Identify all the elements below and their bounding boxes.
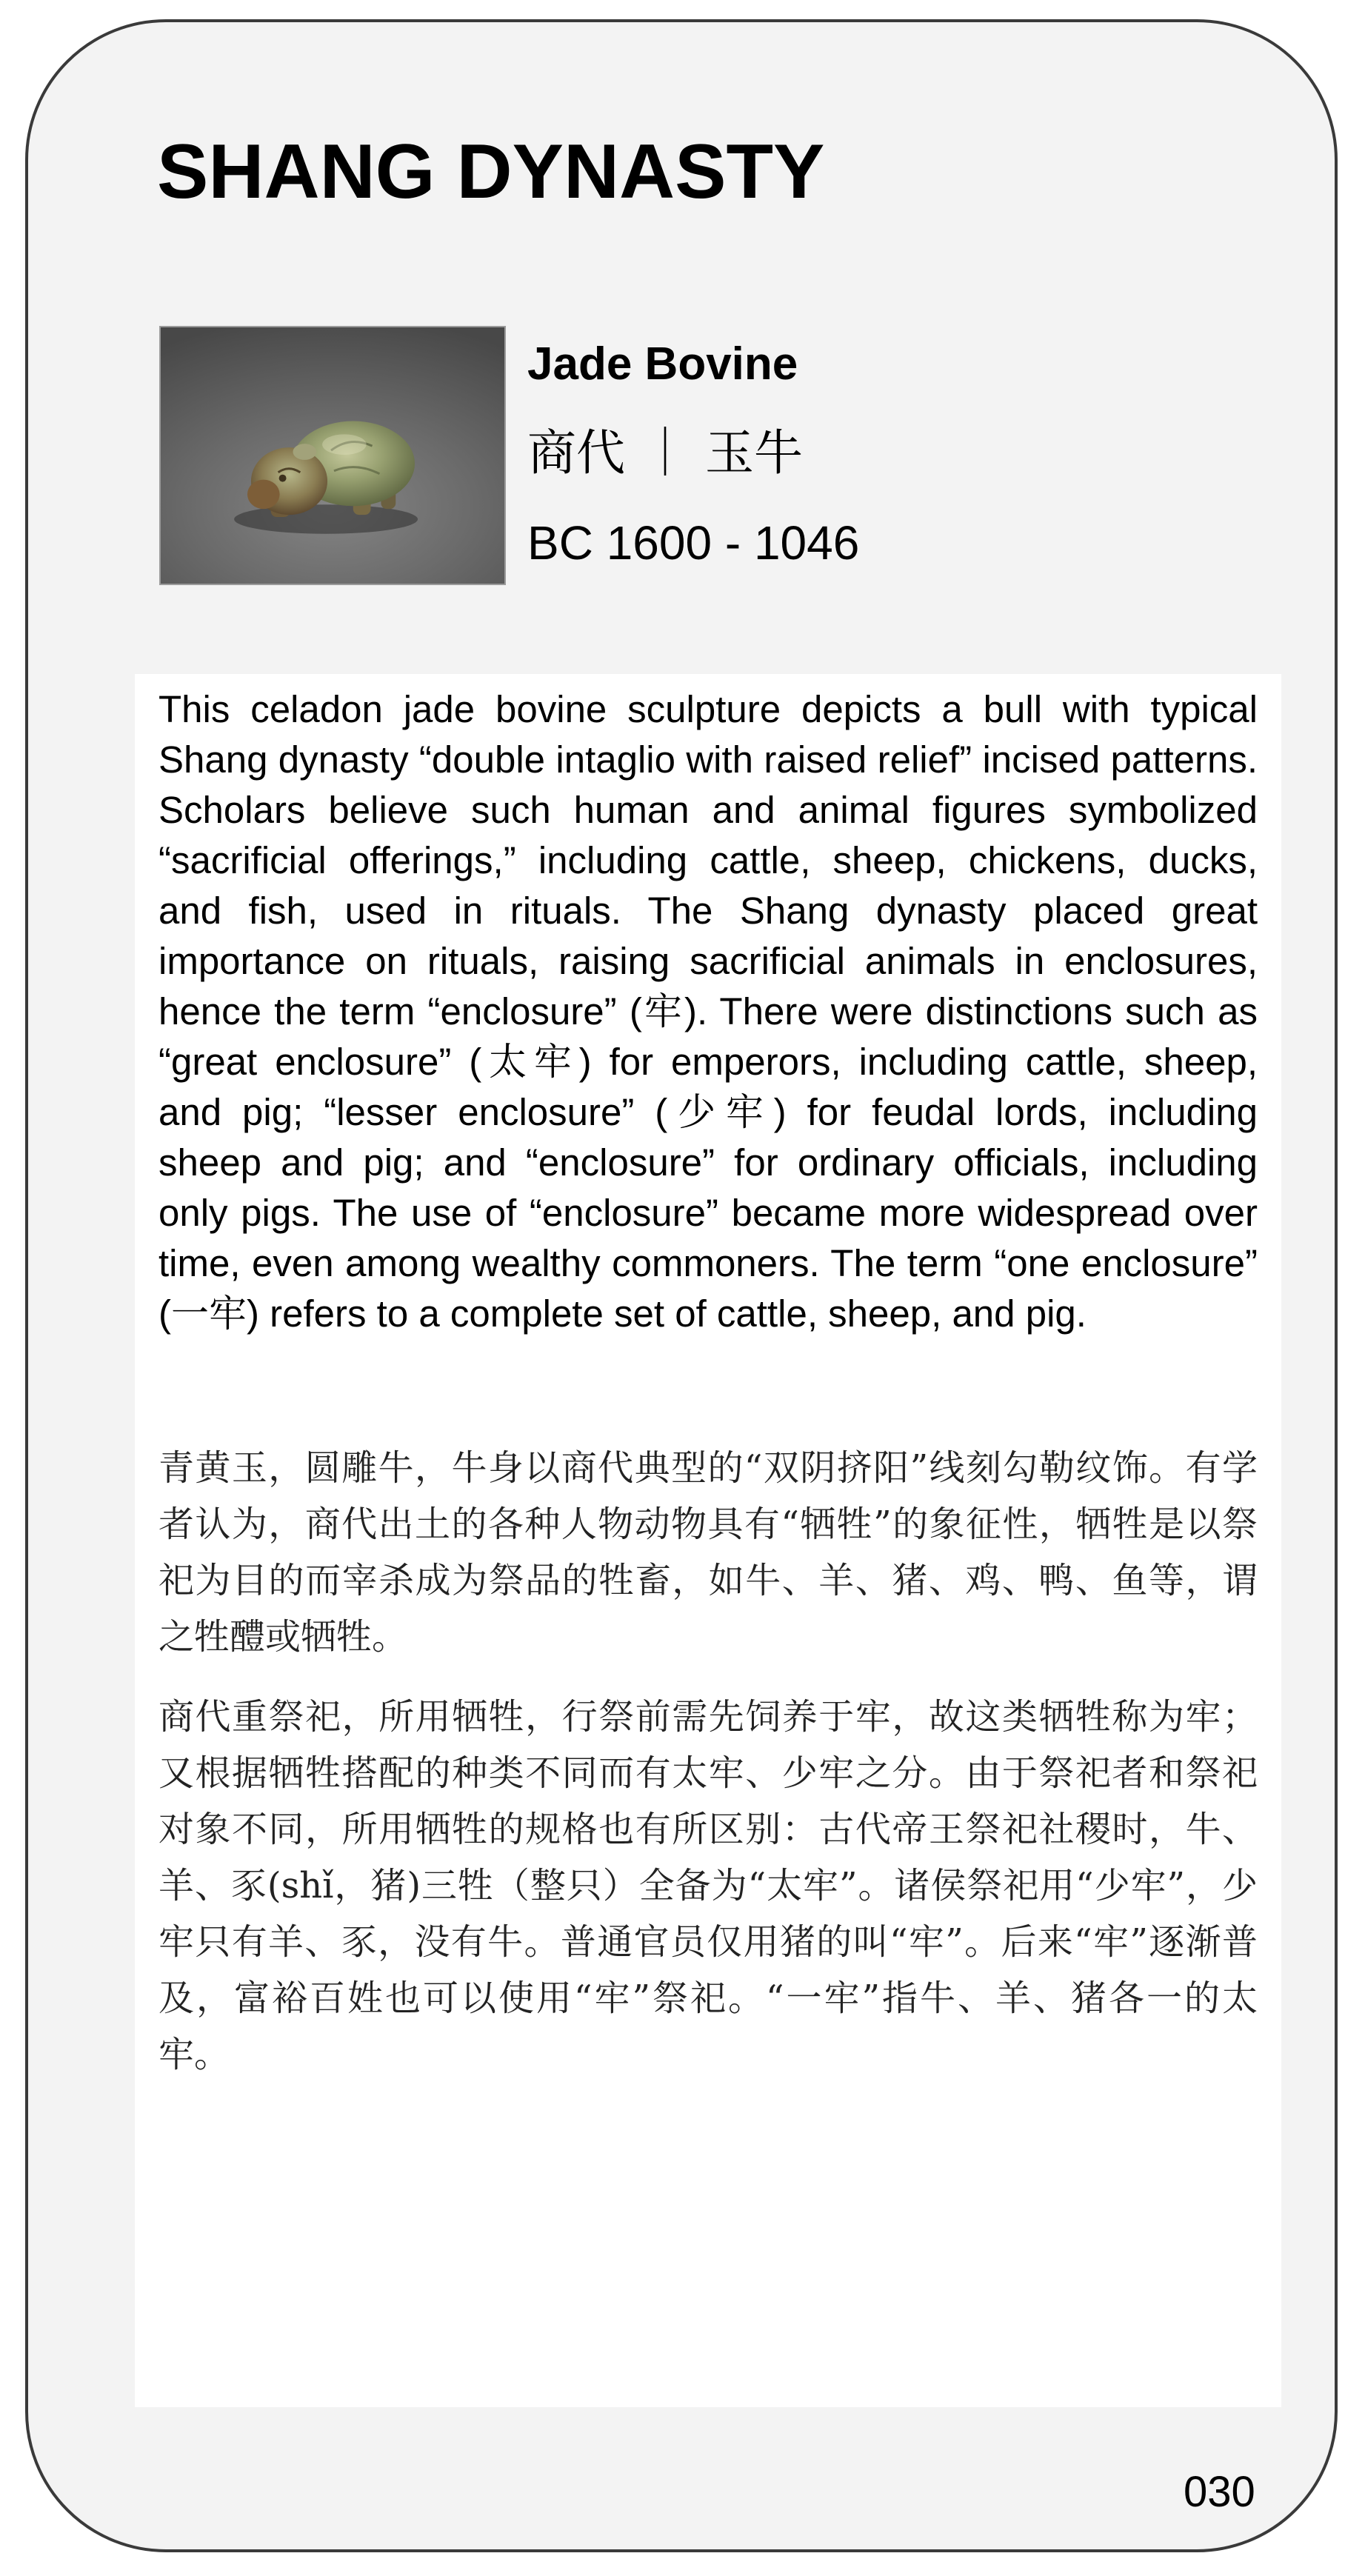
object-chinese-name: 商代 ｜ 玉牛 — [527, 424, 803, 481]
jade-bovine-photo — [159, 326, 506, 585]
page-number: 030 — [1184, 2468, 1255, 2516]
museum-label-card — [25, 19, 1338, 2552]
description-panel — [135, 674, 1281, 2407]
object-date: BC 1600 - 1046 — [527, 516, 860, 570]
jade-bovine-icon — [161, 327, 504, 584]
description-chinese-1: 青黄玉，圆雕牛，牛身以商代典型的“双阴挤阳”线刻勾勒纹饰。有学者认为，商代出土的各种人物动物具有“牺牲”的象征性，牺牲是以祭祀为目的而宰杀成为祭品的牲畜，如牛、羊、猪、鸡、鸭、鱼等，谓之牲醴或牺牲。 — [158, 1447, 1258, 1658]
page-title: SHANG DYNASTY — [157, 129, 825, 215]
object-name: Jade Bovine — [527, 338, 798, 390]
description-chinese-2: 商代重祭祀，所用牺牲，行祭前需先饲养于牢，故这类牺牲称为牢；又根据牺牲搭配的种类不同而有太牢、少牢之分。由于祭祀者和祭祀对象不同，所用牺牲的规格也有所区别：古代帝王祭祀社稷时，牛、羊、豕(shǐ，猪)三牲（整只）全备为“太牢”。诸侯祭祀用“少牢”，少牢只有羊、豕，没有牛。普通官员仅用猪的叫“牢”。后来“牢”逐渐普及，富裕百姓也可以使用“牢”祭祀。“一牢”指牛、羊、猪各一的太牢。 — [158, 1696, 1258, 2075]
description-english: This celadon jade bovine sculpture depicts a bull with typical Shang dynasty “double intaglio with raised relief” incised patterns. Scholars believe such human and animal figures symbolized “sacrificial offerings,” including cattle, sheep, chickens, ducks, and fish, used in rituals. The Shang dynasty placed great importance on rituals, raising sacrificial animals in enclosures, hence the term “enclosure” (牢). There were distinctions such as “great enclosure” (太牢) for emperors, including cattle, sheep, and pig; “lesser enclosure” (少牢) for feudal lords, including sheep and pig; and “enclosure” for ordinary officials, including only pigs. The use of “enclosure” became more widespread over time, even among wealthy commoners. The term “one enclosure” (一牢) refers to a complete set of cattle, sheep, and pig. — [158, 688, 1258, 1335]
